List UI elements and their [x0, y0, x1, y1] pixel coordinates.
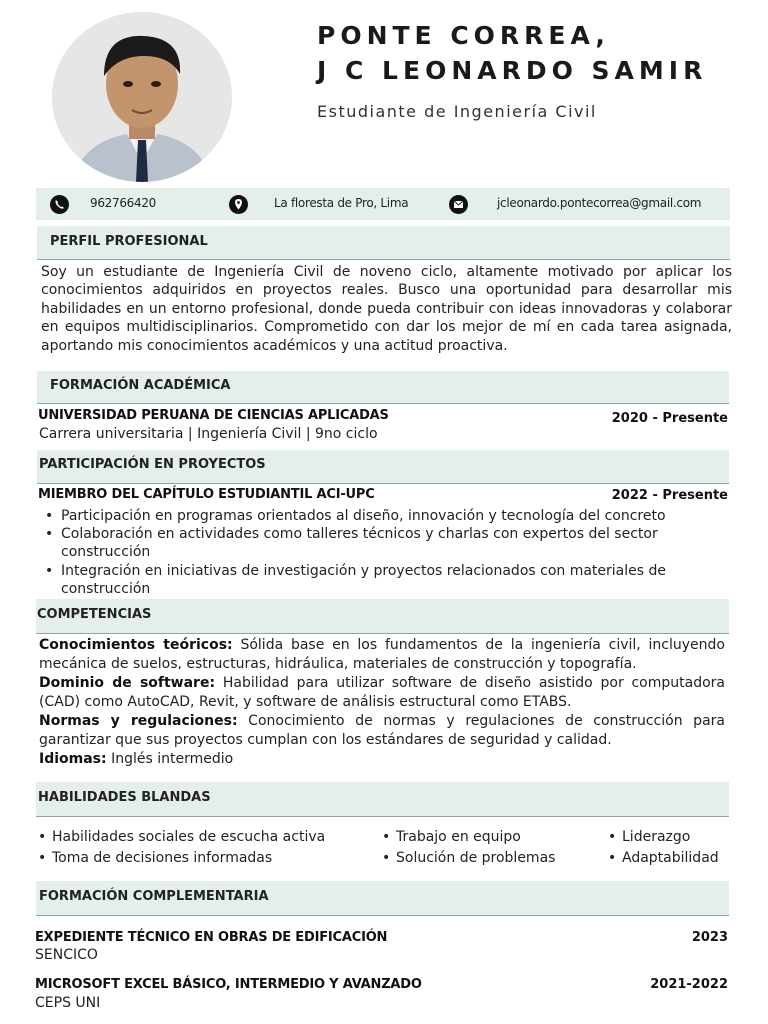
list-item: • Liderazgo — [606, 827, 719, 848]
phone-icon — [50, 195, 69, 214]
profile-photo — [52, 12, 232, 182]
project-bullet-list — [39, 507, 699, 598]
skill-label: Normas y regulaciones: — [39, 713, 238, 729]
skill-theory — [39, 636, 725, 674]
phone-number: 962766420 — [90, 196, 157, 210]
list-item: • Solución de problemas — [380, 848, 555, 869]
soft-skills-column-2 — [380, 827, 555, 869]
section-title-skills: COMPETENCIAS — [37, 607, 152, 622]
skill-text: Habilidad para utilizar software de diseño asistido por computadora (CAD) como AutoCAD, Revit, y software de análisis estructural como ETABS. — [39, 675, 726, 710]
course-date: 2023 — [691, 930, 728, 945]
course-name: EXPEDIENTE TÉCNICO EN OBRAS DE EDIFICACIÓN — [35, 930, 388, 945]
skill-label: Idiomas: — [39, 751, 107, 767]
list-item: • Colaboración en actividades como talleres técnicos y charlas con expertos del sector construcción — [39, 525, 699, 561]
course-org: CEPS UNI — [35, 995, 101, 1011]
education-detail: Carrera universitaria | Ingeniería Civil | 9no ciclo — [39, 426, 378, 442]
skill-text: Conocimiento de normas y regulaciones de construcción para garantizar que sus proyectos cumplan con los estándares de seguridad y calidad. — [39, 713, 725, 748]
skill-software — [39, 674, 725, 712]
list-item: • Toma de decisiones informadas — [36, 848, 325, 869]
soft-skills-column-1 — [36, 827, 325, 869]
course-date: 2021-2022 — [650, 977, 728, 992]
list-item: • Trabajo en equipo — [380, 827, 555, 848]
section-title-soft-skills: HABILIDADES BLANDAS — [38, 790, 211, 805]
section-title-complementary: FORMACIÓN COMPLEMENTARIA — [39, 889, 269, 904]
skill-regulations — [39, 712, 725, 750]
section-title-education: FORMACIÓN ACADÉMICA — [50, 378, 231, 393]
email-link[interactable]: jcleonardo.pontecorrea@gmail.com — [497, 196, 702, 210]
location-text: La floresta de Pro, Lima — [274, 196, 409, 210]
person-portrait-icon — [52, 12, 232, 182]
project-role: MIEMBRO DEL CAPÍTULO ESTUDIANTIL ACI-UPC — [38, 487, 375, 502]
profile-summary: Soy un estudiante de Ingeniería Civil de noveno ciclo, altamente motivado por aplicar los conocimientos adquiridos en proyectos reales. Busco una oportunidad para desarrollar mis habilidades en un entorno profesional, donde pueda contribuir con ideas innovadoras y colaborar en equipos multidisciplinarios. Comprometido con dar los mejor de mí en cada tarea asignada, aportando mis conocimientos académicos y una actitud proactiva. — [41, 264, 732, 354]
skill-text: Sólida base en los fundamentos de la ingeniería civil, incluyendo mecánica de suelos, estructuras, hidráulica, materiales de construcción y topografía. — [39, 637, 725, 672]
education-institution: UNIVERSIDAD PERUANA DE CIENCIAS APLICADAS — [38, 408, 389, 423]
location-pin-icon — [229, 195, 248, 214]
section-title-profile: PERFIL PROFESIONAL — [50, 234, 208, 249]
name-line-2: J C LEONARDO SAMIR — [317, 56, 708, 85]
name-block — [317, 18, 707, 88]
skill-label: Dominio de software: — [39, 675, 216, 691]
list-item: • Participación en programas orientados al diseño, innovación y tecnología del concreto — [39, 507, 699, 525]
skill-label: Conocimientos teóricos: — [39, 637, 233, 653]
project-date: 2022 - Presente — [611, 488, 728, 503]
list-item: • Habilidades sociales de escucha activa — [36, 827, 325, 848]
section-title-projects: PARTICIPACIÓN EN PROYECTOS — [39, 457, 266, 472]
soft-skills-column-3 — [606, 827, 719, 869]
contact-bar — [36, 188, 730, 220]
course-org: SENCICO — [35, 947, 98, 963]
job-subtitle: Estudiante de Ingeniería Civil — [317, 102, 597, 121]
list-item: • Adaptabilidad — [606, 848, 719, 869]
education-date: 2020 - Presente — [611, 411, 728, 426]
name-line-1: PONTE CORREA, — [317, 21, 610, 50]
skill-text: Inglés intermedio — [106, 751, 234, 767]
skill-languages — [39, 750, 725, 769]
list-item: • Integración en iniciativas de investigación y proyectos relacionados con materiales de construcción — [39, 562, 699, 598]
course-name: MICROSOFT EXCEL BÁSICO, INTERMEDIO Y AVANZADO — [35, 977, 422, 992]
email-icon — [449, 195, 468, 214]
